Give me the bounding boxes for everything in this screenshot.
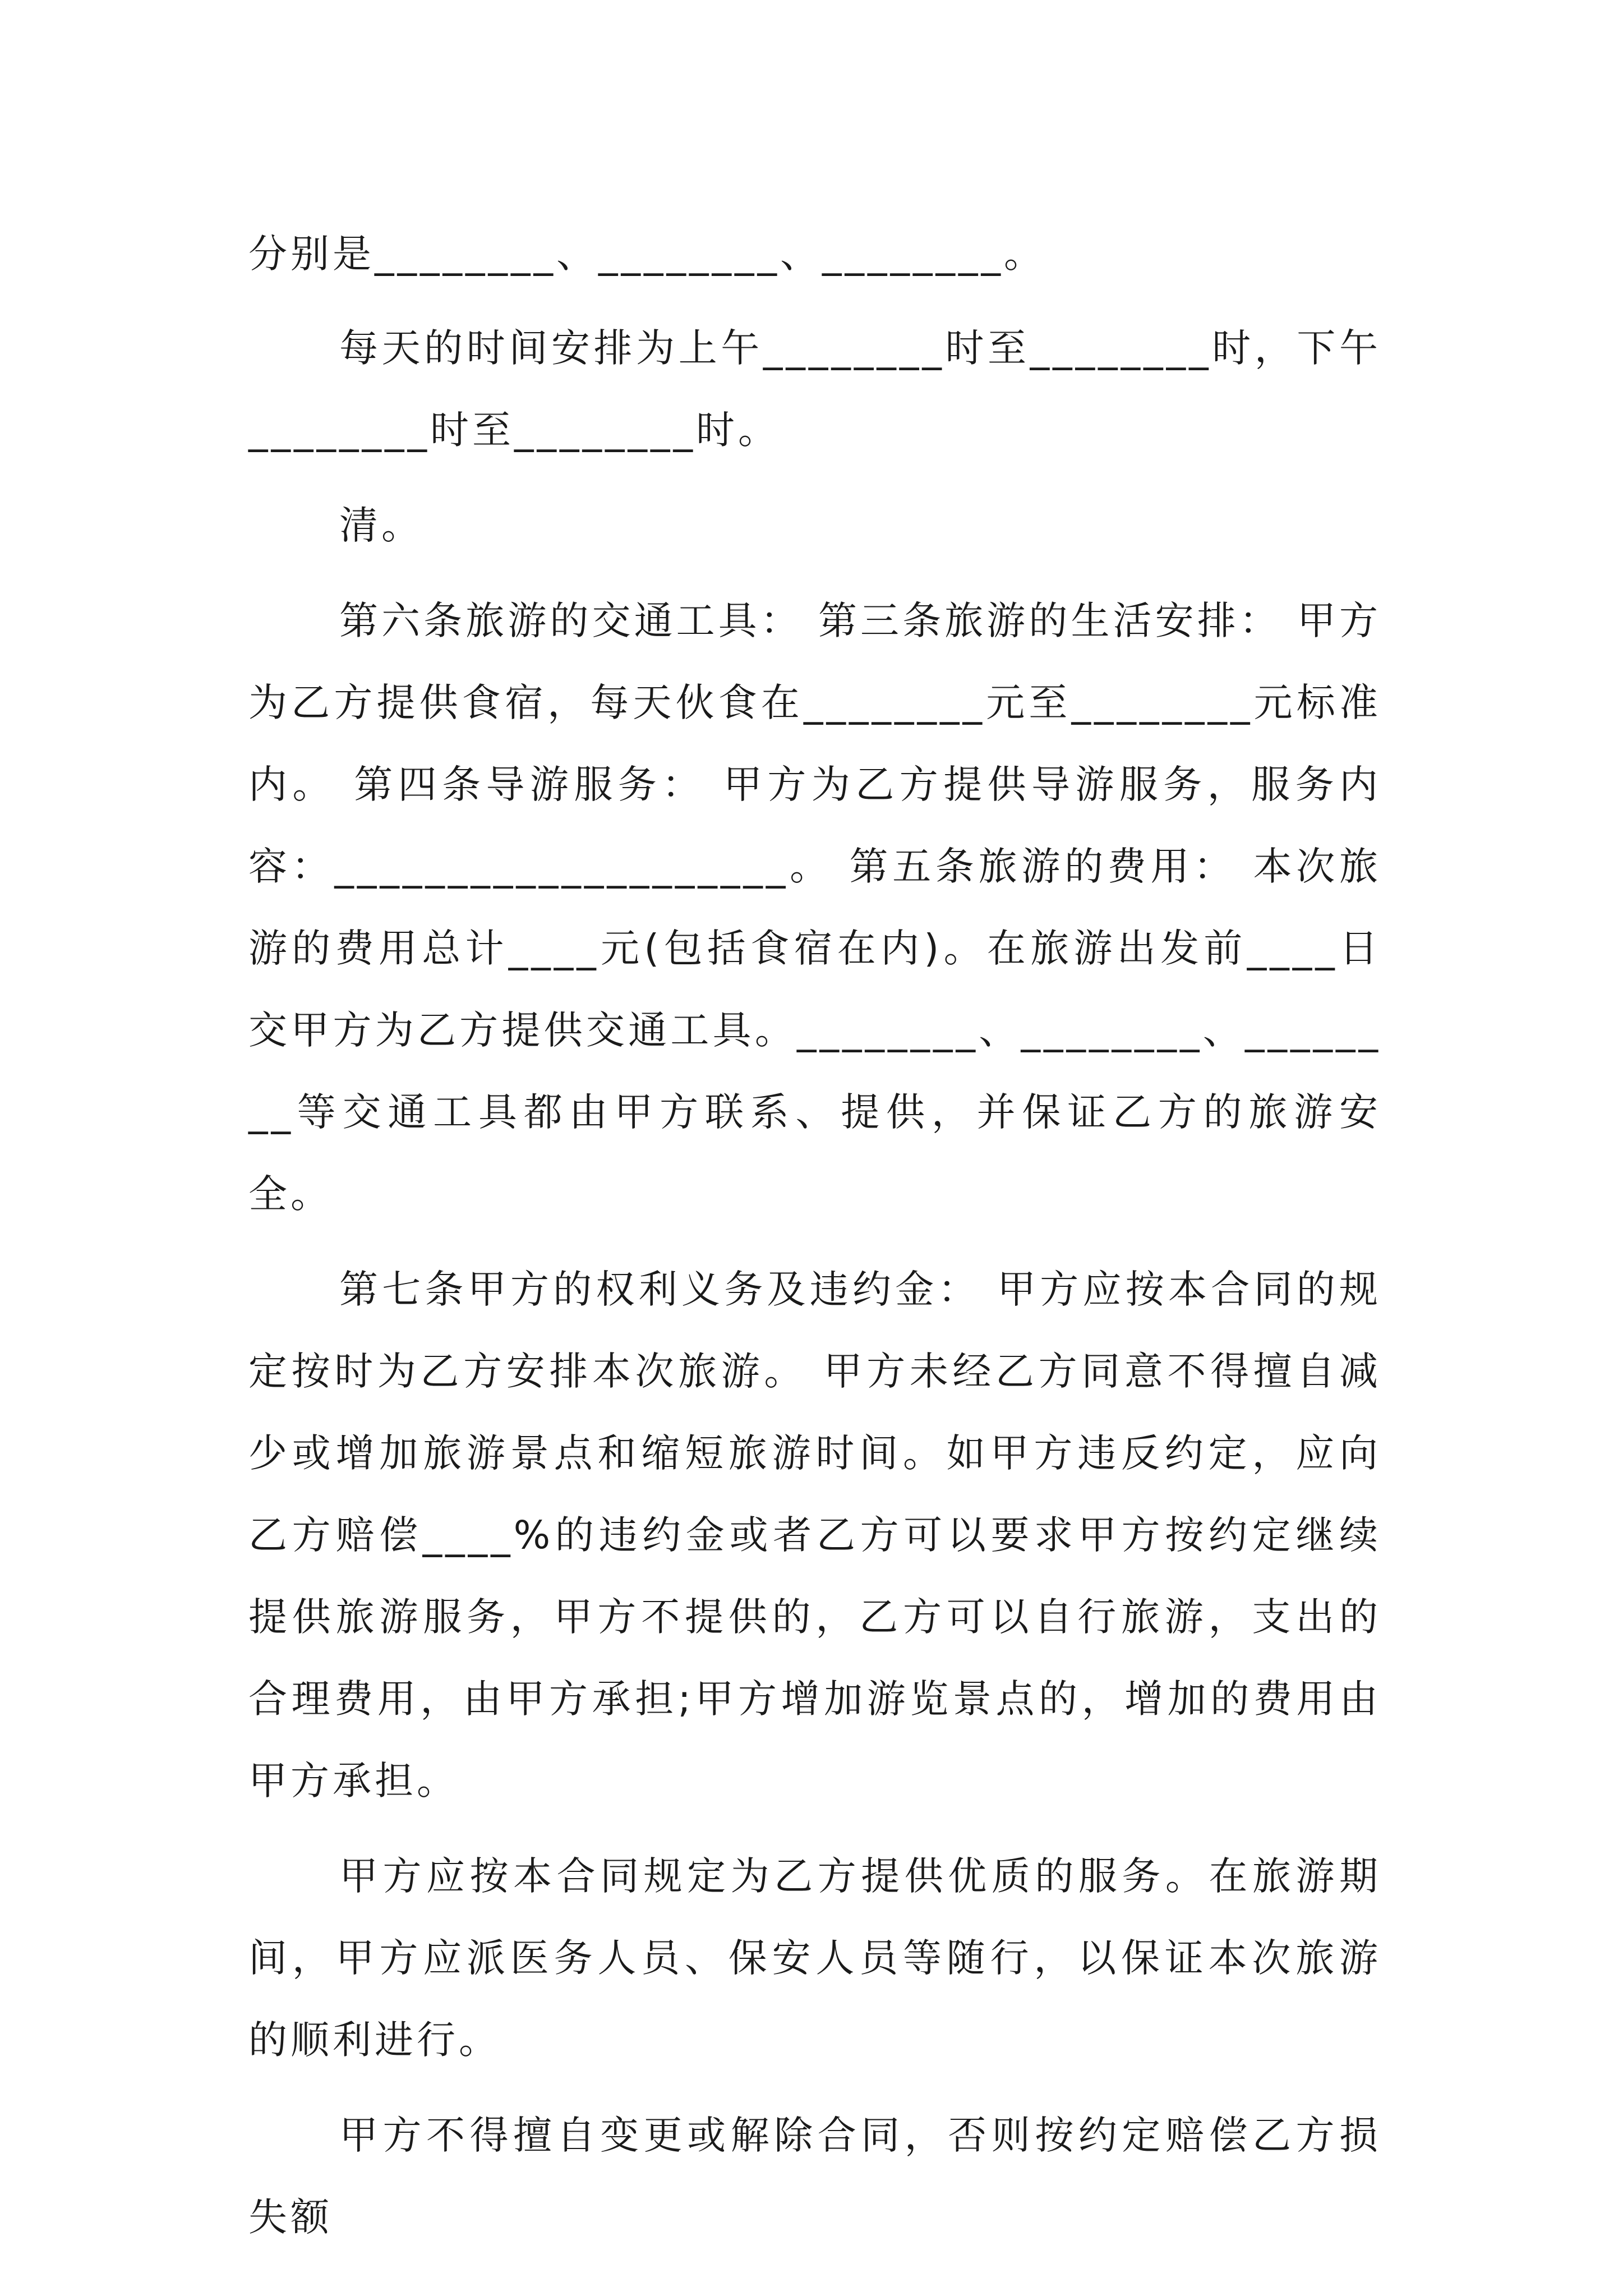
paragraph-daily-schedule: 每天的时间安排为上午________时至________时，下午________时至________时。 <box>248 326 1381 453</box>
paragraph-service-quality: 甲方应按本合同规定为乙方提供优质的服务。在旅游期间，甲方应派医务人员、保安人员等随行，以保证本次旅游的顺利进行。 <box>248 1854 1381 2063</box>
paragraph-continuation: 分别是________、________、________。 <box>248 232 1046 277</box>
paragraph-article-six: 第六条旅游的交通工具： 第三条旅游的生活安排： 甲方为乙方提供食宿，每天伙食在________元至________元标准内。 第四条导游服务： 甲方为乙方提供导游服务，服务内容：____________________。 第五条旅游的费用： 本次旅游的费用总计____元(包括食宿在内)。在旅游出发前____日交甲方为乙方提供交通工具。________、________、________等交通工具都由甲方联系、提供，并保证乙方的旅游安全。 <box>248 599 1381 1217</box>
document-body <box>248 213 1381 2272</box>
paragraph-contract-change: 甲方不得擅自变更或解除合同，否则按约定赔偿乙方损失额 <box>248 2113 1381 2240</box>
paragraph-fragment: 清。 <box>339 503 423 548</box>
paragraph-article-seven: 第七条甲方的权利义务及违约金： 甲方应按本合同的规定按时为乙方安排本次旅游。 甲方未经乙方同意不得擅自减少或增加旅游景点和缩短旅游时间。如甲方违反约定，应向乙方赔偿____%的违约金或者乙方可以要求甲方按约定继续提供旅游服务，甲方不提供的，乙方可以自行旅游，支出的合理费用，由甲方承担;甲方增加游览景点的，增加的费用由甲方承担。 <box>248 1267 1381 1803</box>
